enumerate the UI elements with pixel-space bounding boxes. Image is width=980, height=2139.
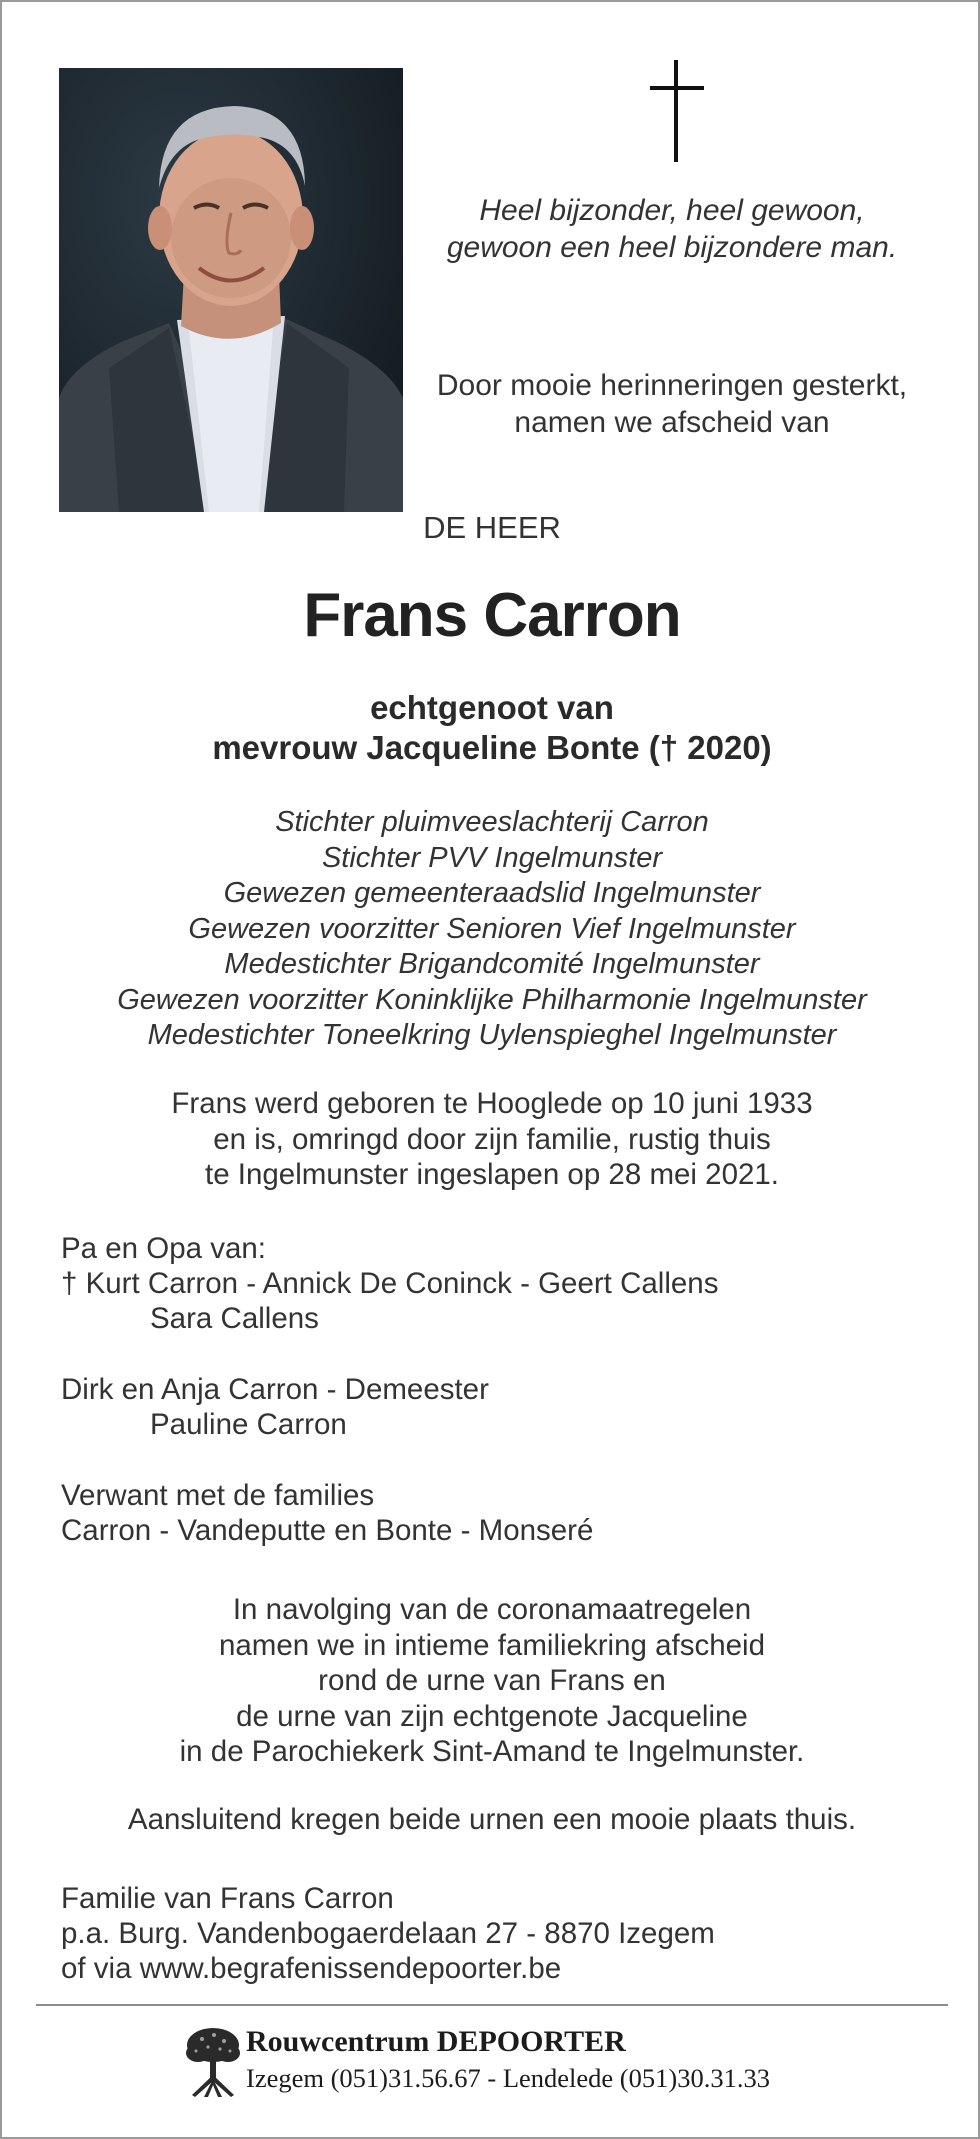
motto-line: Heel bijzonder, heel gewoon,	[479, 194, 865, 227]
ceremony-info	[2, 1592, 980, 1770]
ceremony-line: namen we in intieme familiekring afscheid	[218, 1628, 765, 1662]
intro-line: namen we afscheid van	[514, 406, 830, 439]
grandchildren-group-1	[61, 1231, 718, 1336]
role-item: Medestichter Toneelkring Uylenspieghel Ingelmunster	[147, 1019, 837, 1051]
grandchildren-group-2	[61, 1372, 489, 1442]
ceremony-line: de urne van zijn echtgenote Jacqueline	[236, 1699, 748, 1733]
contact-website[interactable]: of via www.begrafenissendepoorter.be	[61, 1952, 562, 1985]
family-line: † Kurt Carron - Annick De Coninck - Geert Callens	[61, 1267, 719, 1300]
role-item: Medestichter Brigandcomité Ingelmunster	[224, 948, 760, 980]
birth-line: Frans werd geboren te Hooglede op 10 juni 1933	[171, 1087, 813, 1120]
motto	[412, 192, 932, 266]
portrait-photo	[59, 68, 403, 512]
family-child: Sara Callens	[150, 1302, 319, 1335]
role-item: Stichter PVV Ingelmunster	[321, 841, 663, 874]
related-line: Carron - Vandeputte en Bonte - Monseré	[61, 1514, 594, 1547]
intro-line: Door mooie herinneringen gesterkt,	[436, 369, 908, 402]
ceremony-line: in de Parochiekerk Sint-Amand te Ingelmunster.	[179, 1735, 805, 1768]
company-name: Rouwcentrum DEPOORTER	[246, 2025, 626, 2058]
footer-divider	[36, 2004, 948, 2006]
spouse-info	[2, 688, 980, 768]
role-item: Gewezen voorzitter Koninklijke Philharmonie Ingelmunster	[117, 983, 867, 1016]
ceremony-line: rond de urne van Frans en	[318, 1664, 666, 1697]
contact-name: Familie van Frans Carron	[61, 1882, 394, 1915]
birth-death-info	[2, 1086, 980, 1193]
motto-line: gewoon een heel bijzondere man.	[446, 231, 898, 264]
spouse-line: mevrouw Jacqueline Bonte († 2020)	[212, 729, 772, 766]
contact-address: p.a. Burg. Vandenbogaerdelaan 27 - 8870 Izegem	[61, 1917, 715, 1950]
role-item: Gewezen gemeenteraadslid Ingelmunster	[223, 877, 761, 909]
family-child: Pauline Carron	[150, 1408, 347, 1441]
honorific: DE HEER	[423, 510, 561, 545]
contact-info	[61, 1881, 715, 1986]
role-item: Stichter pluimveeslachterij Carron	[275, 806, 709, 838]
intro-text	[412, 367, 932, 441]
tree-icon	[184, 2025, 242, 2099]
related-families	[61, 1478, 593, 1548]
deceased-name: Frans Carron	[303, 581, 681, 650]
roles-list	[2, 805, 980, 1054]
spouse-line: echtgenoot van	[370, 689, 614, 726]
family-line: Dirk en Anja Carron - Demeester	[61, 1373, 489, 1406]
family-heading: Pa en Opa van:	[61, 1232, 267, 1265]
cross-icon	[642, 60, 712, 162]
company-phones: Izegem (051)31.56.67 - Lendelede (051)30.31.33	[246, 2063, 770, 2093]
birth-line: te Ingelmunster ingeslapen op 28 mei 2021.	[205, 1158, 779, 1191]
urns-note: Aansluitend kregen beide urnen een mooie plaats thuis.	[127, 1803, 857, 1836]
birth-line: en is, omringd door zijn familie, rustig thuis	[213, 1122, 771, 1156]
role-item: Gewezen voorzitter Senioren Vief Ingelmunster	[188, 912, 796, 945]
related-heading: Verwant met de families	[61, 1479, 375, 1512]
ceremony-line: In navolging van de coronamaatregelen	[232, 1593, 752, 1626]
